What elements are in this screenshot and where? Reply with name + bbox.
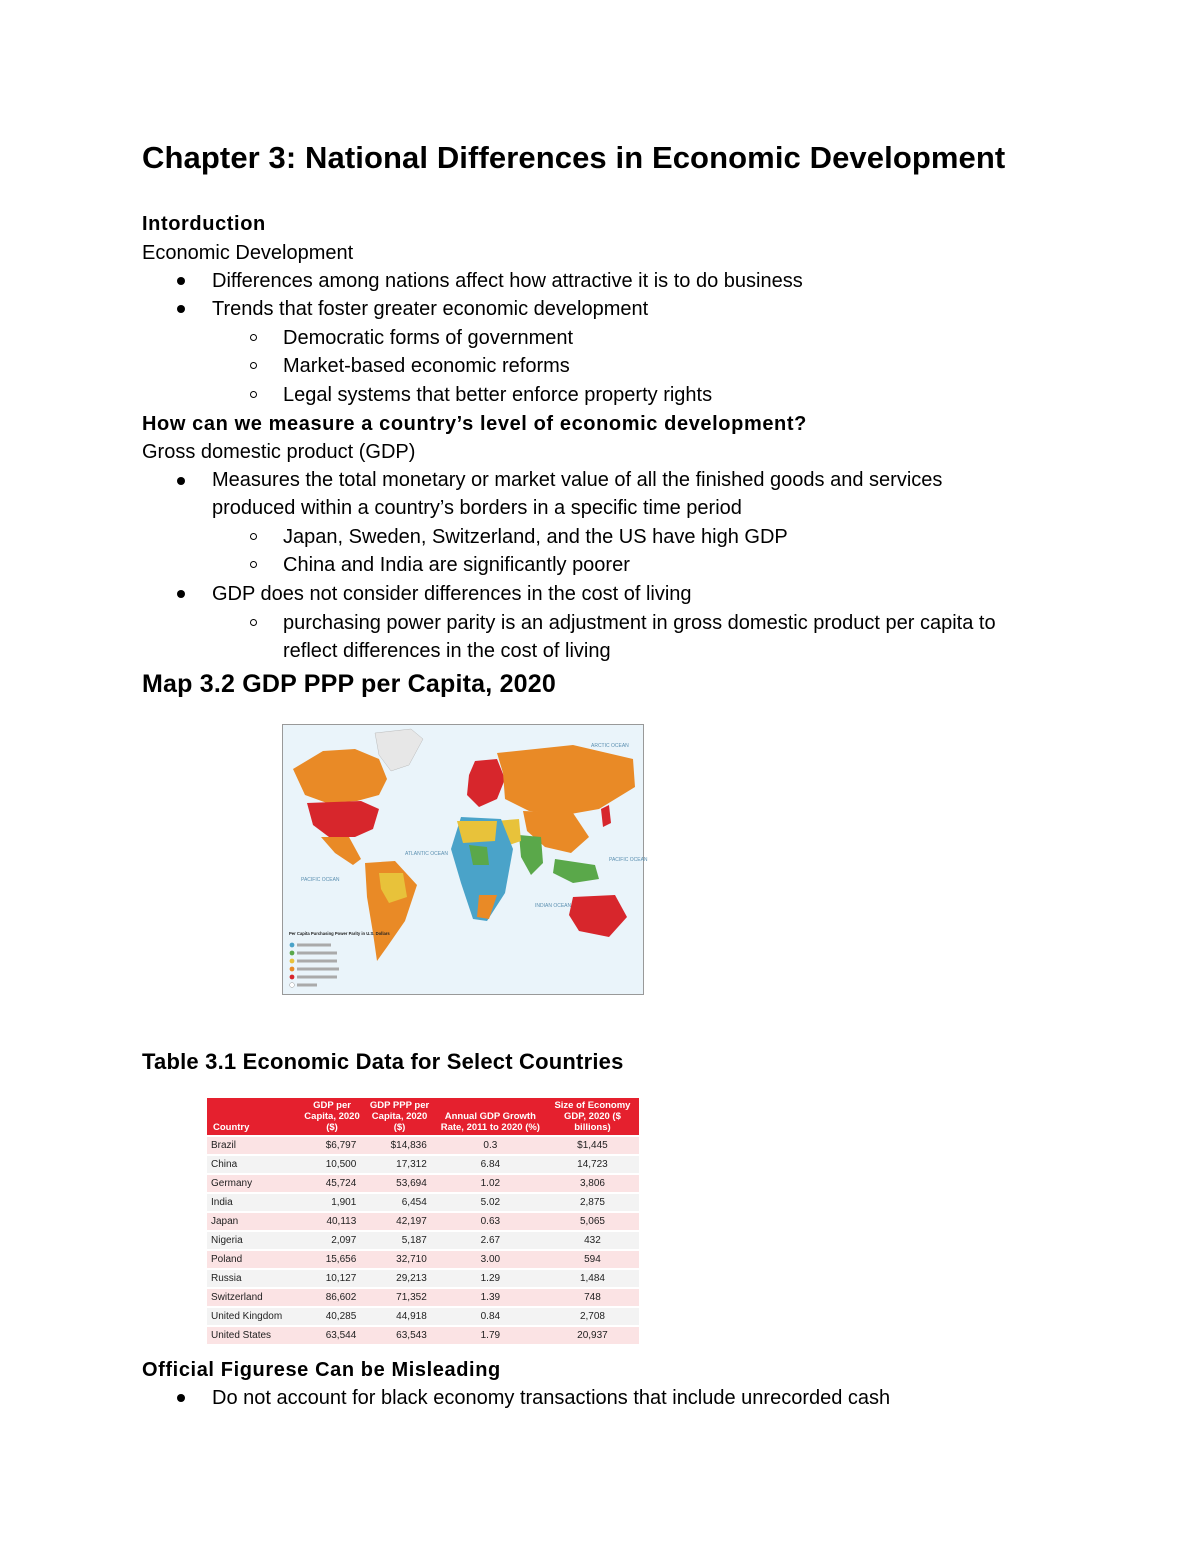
table-cell-country: Poland [207,1250,300,1269]
bullet-icon [177,1394,185,1402]
table-cell-value: 20,937 [546,1326,639,1344]
table-cell-country: India [207,1193,300,1212]
table-cell-value: 45,724 [300,1174,365,1193]
table-row [207,1250,639,1269]
sub-bullet-icon [250,619,257,626]
table-cell-country: Brazil [207,1136,300,1155]
table-cell-value: 432 [546,1231,639,1250]
intro-bullet-1: Differences among nations affect how attractive it is to do business [212,270,803,292]
table-row [207,1307,639,1326]
table-cell-value: 29,213 [364,1269,434,1288]
header-growth-rate: Annual GDP Growth Rate, 2011 to 2020 (%) [435,1098,546,1136]
table-cell-value: 1,901 [300,1193,365,1212]
map-title: Map 3.2 GDP PPP per Capita, 2020 [142,670,556,698]
ocean-label: PACIFIC OCEAN [301,877,340,883]
ocean-label: INDIAN OCEAN [535,903,572,909]
table-cell-value: 42,197 [364,1212,434,1231]
page-title: Chapter 3: National Differences in Economic Development [142,140,1006,175]
misleading-heading: Official Figurese Can be Misleading [142,1359,501,1381]
table-row [207,1288,639,1307]
intro-subject: Economic Development [142,242,354,264]
measure-sub-bullet-3-line-1: purchasing power parity is an adjustment in gross domestic product per capita to [283,612,996,634]
header-country: Country [207,1098,300,1136]
bullet-icon [177,305,185,313]
table-cell-value: 32,710 [364,1250,434,1269]
table-cell-value: 2,097 [300,1231,365,1250]
table-cell-value: 63,543 [364,1326,434,1344]
table-cell-value: 6,454 [364,1193,434,1212]
legend-text-placeholder [297,976,337,979]
world-map-figure [282,724,648,995]
table-cell-value: 15,656 [300,1250,365,1269]
table-cell-value: 0.3 [435,1136,546,1155]
table-cell-value: 10,127 [300,1269,365,1288]
table-cell-value: 2,875 [546,1193,639,1212]
table-cell-value: 40,285 [300,1307,365,1326]
sub-bullet-icon [250,362,257,369]
table-cell-value: 6.84 [435,1155,546,1174]
table-cell-country: Nigeria [207,1231,300,1250]
table-cell-value: 0.63 [435,1212,546,1231]
intro-heading: Intorduction [142,213,266,235]
legend-text-placeholder [297,968,339,971]
ocean-label: ARCTIC OCEAN [591,743,629,749]
legend-text-placeholder [297,960,337,963]
table-cell-country: Switzerland [207,1288,300,1307]
measure-sub-bullet-3-line-2: reflect differences in the cost of living [283,640,611,662]
bullet-icon [177,277,185,285]
table-cell-country: United States [207,1326,300,1344]
misleading-bullet-1: Do not account for black economy transactions that include unrecorded cash [212,1387,891,1409]
bullet-icon [177,477,185,485]
intro-sub-bullet-1: Democratic forms of government [283,327,574,349]
table-row [207,1212,639,1231]
legend-text-placeholder [297,944,331,947]
table-cell-value: 1.29 [435,1269,546,1288]
legend-text-placeholder [297,984,317,987]
table-cell-value: 86,602 [300,1288,365,1307]
table-cell-value: 10,500 [300,1155,365,1174]
intro-sub-bullet-3: Legal systems that better enforce property rights [283,384,713,406]
measure-bullet-1-line-1: Measures the total monetary or market value of all the finished goods and services [212,469,943,491]
measure-bullet-2: GDP does not consider differences in the cost of living [212,583,692,605]
table-cell-value: 1.79 [435,1326,546,1344]
sub-bullet-icon [250,533,257,540]
table-row [207,1326,639,1344]
legend-swatch-low [290,943,295,948]
table-cell-value: 71,352 [364,1288,434,1307]
table-row [207,1231,639,1250]
table-body [207,1136,639,1344]
sub-bullet-icon [250,334,257,341]
table-cell-value: 2.67 [435,1231,546,1250]
table-header-row [207,1098,639,1136]
measure-heading: How can we measure a country’s level of economic development? [142,413,807,435]
table-cell-value: 14,723 [546,1155,639,1174]
legend-swatch-very-high [290,975,295,980]
table-cell-value: 1.39 [435,1288,546,1307]
table-row [207,1193,639,1212]
north-africa-shape [457,821,497,843]
table-cell-value: 0.84 [435,1307,546,1326]
table-cell-value: 3.00 [435,1250,546,1269]
table-cell-value: 53,694 [364,1174,434,1193]
table-cell-country: China [207,1155,300,1174]
measure-bullet-1-line-2: produced within a country’s borders in a specific time period [212,497,742,519]
table-row [207,1155,639,1174]
table-cell-country: Japan [207,1212,300,1231]
table-cell-value: $1,445 [546,1136,639,1155]
table-cell-value: 44,918 [364,1307,434,1326]
table-cell-value: 594 [546,1250,639,1269]
table-cell-value: 5,065 [546,1212,639,1231]
table-cell-value: 1.02 [435,1174,546,1193]
table-title: Table 3.1 Economic Data for Select Countries [142,1049,624,1074]
legend-swatch-high [290,967,295,972]
legend-swatch-lower-middle [290,951,295,956]
table-cell-value: 17,312 [364,1155,434,1174]
header-gdp-ppp: GDP PPP per Capita, 2020 ($) [364,1098,434,1136]
measure-subject: Gross domestic product (GDP) [142,441,416,463]
table-row [207,1269,639,1288]
table-cell-value: 1,484 [546,1269,639,1288]
table-cell-value: 63,544 [300,1326,365,1344]
ocean-label: ATLANTIC OCEAN [405,851,448,857]
header-economy-size: Size of Economy GDP, 2020 ($ billions) [546,1098,639,1136]
sub-bullet-icon [250,561,257,568]
bullet-icon [177,590,185,598]
economic-data-table [207,1098,639,1344]
legend-title: Per Capita Purchasing Power Parity in U.S. Dollars [289,931,390,936]
table-cell-value: 3,806 [546,1174,639,1193]
intro-sub-bullet-2: Market-based economic reforms [283,355,570,377]
table-cell-value: $14,836 [364,1136,434,1155]
intro-bullet-2: Trends that foster greater economic development [212,298,649,320]
table-row [207,1136,639,1155]
measure-sub-bullet-2: China and India are significantly poorer [283,554,630,576]
table-cell-country: United Kingdom [207,1307,300,1326]
legend-swatch-upper-middle [290,959,295,964]
table-cell-value: 5,187 [364,1231,434,1250]
world-map [283,725,648,994]
header-gdp-per-capita: GDP per Capita, 2020 ($) [300,1098,365,1136]
table-row [207,1174,639,1193]
table-cell-value: 2,708 [546,1307,639,1326]
ocean-label: PACIFIC OCEAN [609,857,648,863]
sub-bullet-icon [250,391,257,398]
table-cell-value: $6,797 [300,1136,365,1155]
table-cell-value: 748 [546,1288,639,1307]
legend-text-placeholder [297,952,337,955]
legend-swatch-no-data [290,983,295,988]
table-cell-country: Russia [207,1269,300,1288]
table-cell-value: 5.02 [435,1193,546,1212]
table-cell-value: 40,113 [300,1212,365,1231]
measure-sub-bullet-1: Japan, Sweden, Switzerland, and the US have high GDP [283,526,788,548]
table-cell-country: Germany [207,1174,300,1193]
